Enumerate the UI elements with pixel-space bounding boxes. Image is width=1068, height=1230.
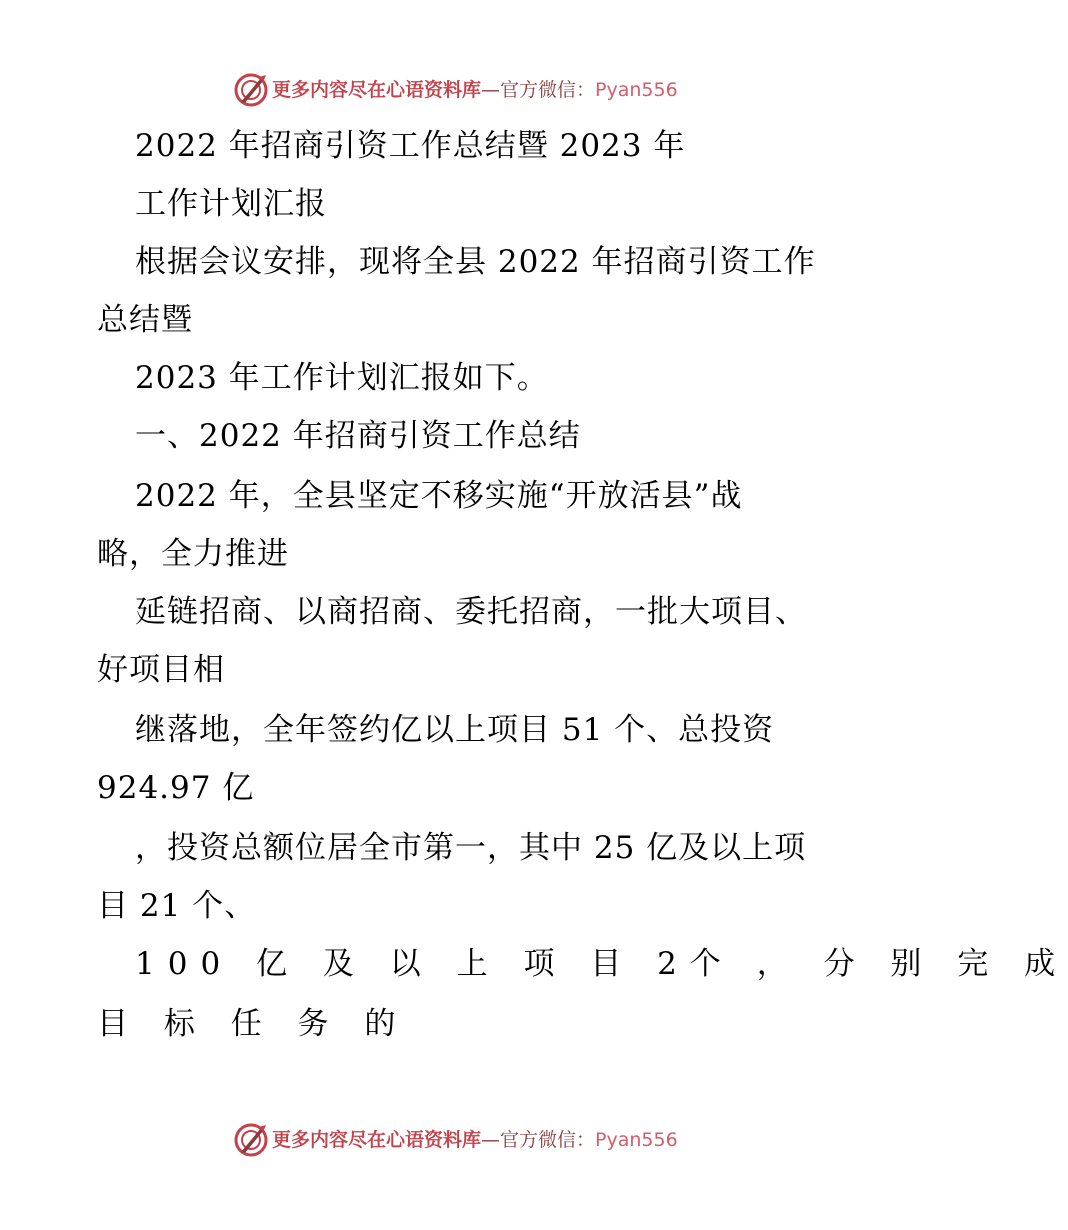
paragraph-line: 总结暨: [97, 302, 193, 338]
paragraph-line: ，投资总额位居全市第一，其中 25 亿及以上项: [135, 830, 807, 866]
paragraph-line: 目 标 任 务 的: [97, 1006, 409, 1042]
paragraph-line: 2022 年，全县坚定不移实施“开放活县”战: [135, 478, 743, 514]
watermark-banner-top: [0, 70, 950, 110]
paragraph-line: 好项目相: [97, 652, 225, 688]
watermark-slogan: 更多内容尽在心语资料库: [272, 79, 482, 101]
paragraph-line: 根据会议安排，现将全县 2022 年招商引资工作: [135, 244, 816, 280]
quill-logo-icon: [233, 72, 269, 108]
section-heading: 一、2022 年招商引资工作总结: [135, 418, 581, 454]
paragraph-line: 目 21 个、: [97, 888, 257, 924]
paragraph-line: 延链招商、以商招商、委托招商，一批大项目、: [135, 594, 807, 630]
paragraph-line: 2023 年工作计划汇报如下。: [135, 360, 549, 396]
watermark-slogan: 更多内容尽在心语资料库: [272, 1129, 482, 1151]
paragraph-line: 继落地，全年签约亿以上项目 51 个、总投资: [135, 712, 775, 748]
paragraph-line: 100 亿 及 以 上 项 目 2个 ， 分 别 完 成: [135, 946, 1068, 982]
watermark-wechat-label: —官方微信：: [481, 1129, 596, 1151]
watermark-wechat-id: Pyan556: [595, 79, 678, 101]
watermark-wechat-id: Pyan556: [595, 1129, 678, 1151]
paragraph-line: 924.97 亿: [97, 770, 255, 806]
document-title-line-2: 工作计划汇报: [135, 186, 327, 222]
paragraph-line: 略，全力推进: [97, 536, 289, 572]
watermark-wechat-label: —官方微信：: [481, 79, 596, 101]
quill-logo-icon: [233, 1122, 269, 1158]
watermark-banner-bottom: [0, 1120, 950, 1160]
document-title-line-1: 2022 年招商引资工作总结暨 2023 年: [135, 128, 686, 164]
watermark-text: [272, 1126, 678, 1154]
watermark-text: [272, 76, 678, 104]
